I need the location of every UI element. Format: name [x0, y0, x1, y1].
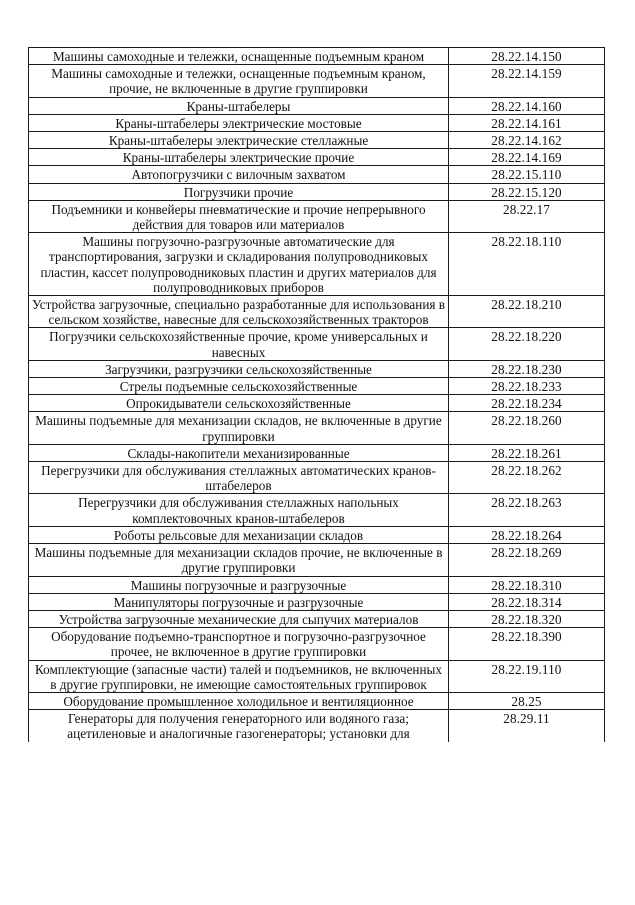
item-name: Краны-штабелеры электрические стеллажные — [29, 132, 449, 149]
item-name: Машины погрузочные и разгрузочные — [29, 576, 449, 593]
item-name: Краны-штабелеры электрические мостовые — [29, 114, 449, 131]
table-row — [29, 328, 605, 360]
item-code: 28.22.18.263 — [449, 494, 605, 526]
item-code: 28.22.18.110 — [449, 233, 605, 296]
item-code: 28.22.18.310 — [449, 576, 605, 593]
item-code: 28.22.18.390 — [449, 628, 605, 660]
item-code: 28.22.18.234 — [449, 395, 605, 412]
item-code: 28.22.18.314 — [449, 593, 605, 610]
item-code: 28.22.14.150 — [449, 48, 605, 65]
item-name: Оборудование подъемно-транспортное и погрузочно-разгрузочное прочее, не включенное в другие группировки — [29, 628, 449, 660]
item-code: 28.22.15.110 — [449, 166, 605, 183]
table-row — [29, 114, 605, 131]
item-code: 28.22.18.210 — [449, 296, 605, 328]
item-name: Устройства загрузочные, специально разработанные для использования в сельском хозяйстве, навесные для сельскохозяйственных тракторов — [29, 296, 449, 328]
item-code: 28.22.17 — [449, 200, 605, 232]
table-row — [29, 200, 605, 232]
item-code: 28.22.18.262 — [449, 462, 605, 494]
item-code: 28.29.11 — [449, 710, 605, 742]
item-code: 28.22.18.233 — [449, 378, 605, 395]
item-name: Комплектующие (запасные части) талей и подъемников, не включенных в другие группировки, не имеющие самостоятельных группировок — [29, 660, 449, 692]
item-code: 28.22.14.161 — [449, 114, 605, 131]
item-code: 28.22.18.230 — [449, 360, 605, 377]
item-name: Краны-штабелеры — [29, 97, 449, 114]
table-row — [29, 660, 605, 692]
table-row — [29, 48, 605, 65]
item-code: 28.22.18.261 — [449, 444, 605, 461]
item-name: Оборудование промышленное холодильное и вентиляционное — [29, 692, 449, 709]
item-name: Генераторы для получения генераторного или водяного газа; ацетиленовые и аналогичные газогенераторы; установки для — [29, 710, 449, 742]
item-name: Перегрузчики для обслуживания стеллажных автоматических кранов-штабелеров — [29, 462, 449, 494]
item-name: Опрокидыватели сельскохозяйственные — [29, 395, 449, 412]
item-name: Подъемники и конвейеры пневматические и прочие непрерывного действия для товаров или материалов — [29, 200, 449, 232]
table-row — [29, 149, 605, 166]
item-name: Машины подъемные для механизации складов прочие, не включенные в другие группировки — [29, 544, 449, 576]
item-code: 28.22.18.260 — [449, 412, 605, 444]
table-row — [29, 494, 605, 526]
table-row — [29, 610, 605, 627]
item-code: 28.22.18.264 — [449, 526, 605, 543]
table-row — [29, 166, 605, 183]
item-code: 28.22.14.162 — [449, 132, 605, 149]
item-name: Стрелы подъемные сельскохозяйственные — [29, 378, 449, 395]
okpd-code-table — [28, 47, 605, 742]
table-row — [29, 462, 605, 494]
item-name: Машины погрузочно-разгрузочные автоматические для транспортирования, загрузки и складирования полупроводниковых пластин, кассет полупроводниковых пластин и других материалов для полупроводниковых приборов — [29, 233, 449, 296]
item-name: Манипуляторы погрузочные и разгрузочные — [29, 593, 449, 610]
table-row — [29, 544, 605, 576]
table-row — [29, 593, 605, 610]
table-row — [29, 360, 605, 377]
table-row — [29, 183, 605, 200]
item-code: 28.22.14.169 — [449, 149, 605, 166]
table-row — [29, 395, 605, 412]
item-code: 28.22.14.159 — [449, 65, 605, 97]
table-row — [29, 576, 605, 593]
item-name: Автопогрузчики с вилочным захватом — [29, 166, 449, 183]
item-name: Роботы рельсовые для механизации складов — [29, 526, 449, 543]
table-row — [29, 132, 605, 149]
table-row — [29, 444, 605, 461]
item-name: Машины подъемные для механизации складов, не включенные в другие группировки — [29, 412, 449, 444]
table-row — [29, 412, 605, 444]
item-name: Машины самоходные и тележки, оснащенные подъемным краном — [29, 48, 449, 65]
table-row — [29, 526, 605, 543]
item-name: Склады-накопители механизированные — [29, 444, 449, 461]
item-code: 28.25 — [449, 692, 605, 709]
item-code: 28.22.18.269 — [449, 544, 605, 576]
item-code: 28.22.14.160 — [449, 97, 605, 114]
item-name: Устройства загрузочные механические для сыпучих материалов — [29, 610, 449, 627]
table-row — [29, 296, 605, 328]
item-name: Погрузчики прочие — [29, 183, 449, 200]
table-row — [29, 97, 605, 114]
table-row — [29, 692, 605, 709]
item-name: Погрузчики сельскохозяйственные прочие, кроме универсальных и навесных — [29, 328, 449, 360]
item-code: 28.22.18.320 — [449, 610, 605, 627]
item-code: 28.22.15.120 — [449, 183, 605, 200]
table-row — [29, 65, 605, 97]
item-name: Краны-штабелеры электрические прочие — [29, 149, 449, 166]
item-name: Машины самоходные и тележки, оснащенные подъемным краном, прочие, не включенные в другие группировки — [29, 65, 449, 97]
item-code: 28.22.18.220 — [449, 328, 605, 360]
item-code: 28.22.19.110 — [449, 660, 605, 692]
item-name: Перегрузчики для обслуживания стеллажных напольных комплектовочных кранов-штабелеров — [29, 494, 449, 526]
item-name: Загрузчики, разгрузчики сельскохозяйственные — [29, 360, 449, 377]
table-row — [29, 628, 605, 660]
table-row — [29, 233, 605, 296]
table-row — [29, 378, 605, 395]
table-row — [29, 710, 605, 742]
